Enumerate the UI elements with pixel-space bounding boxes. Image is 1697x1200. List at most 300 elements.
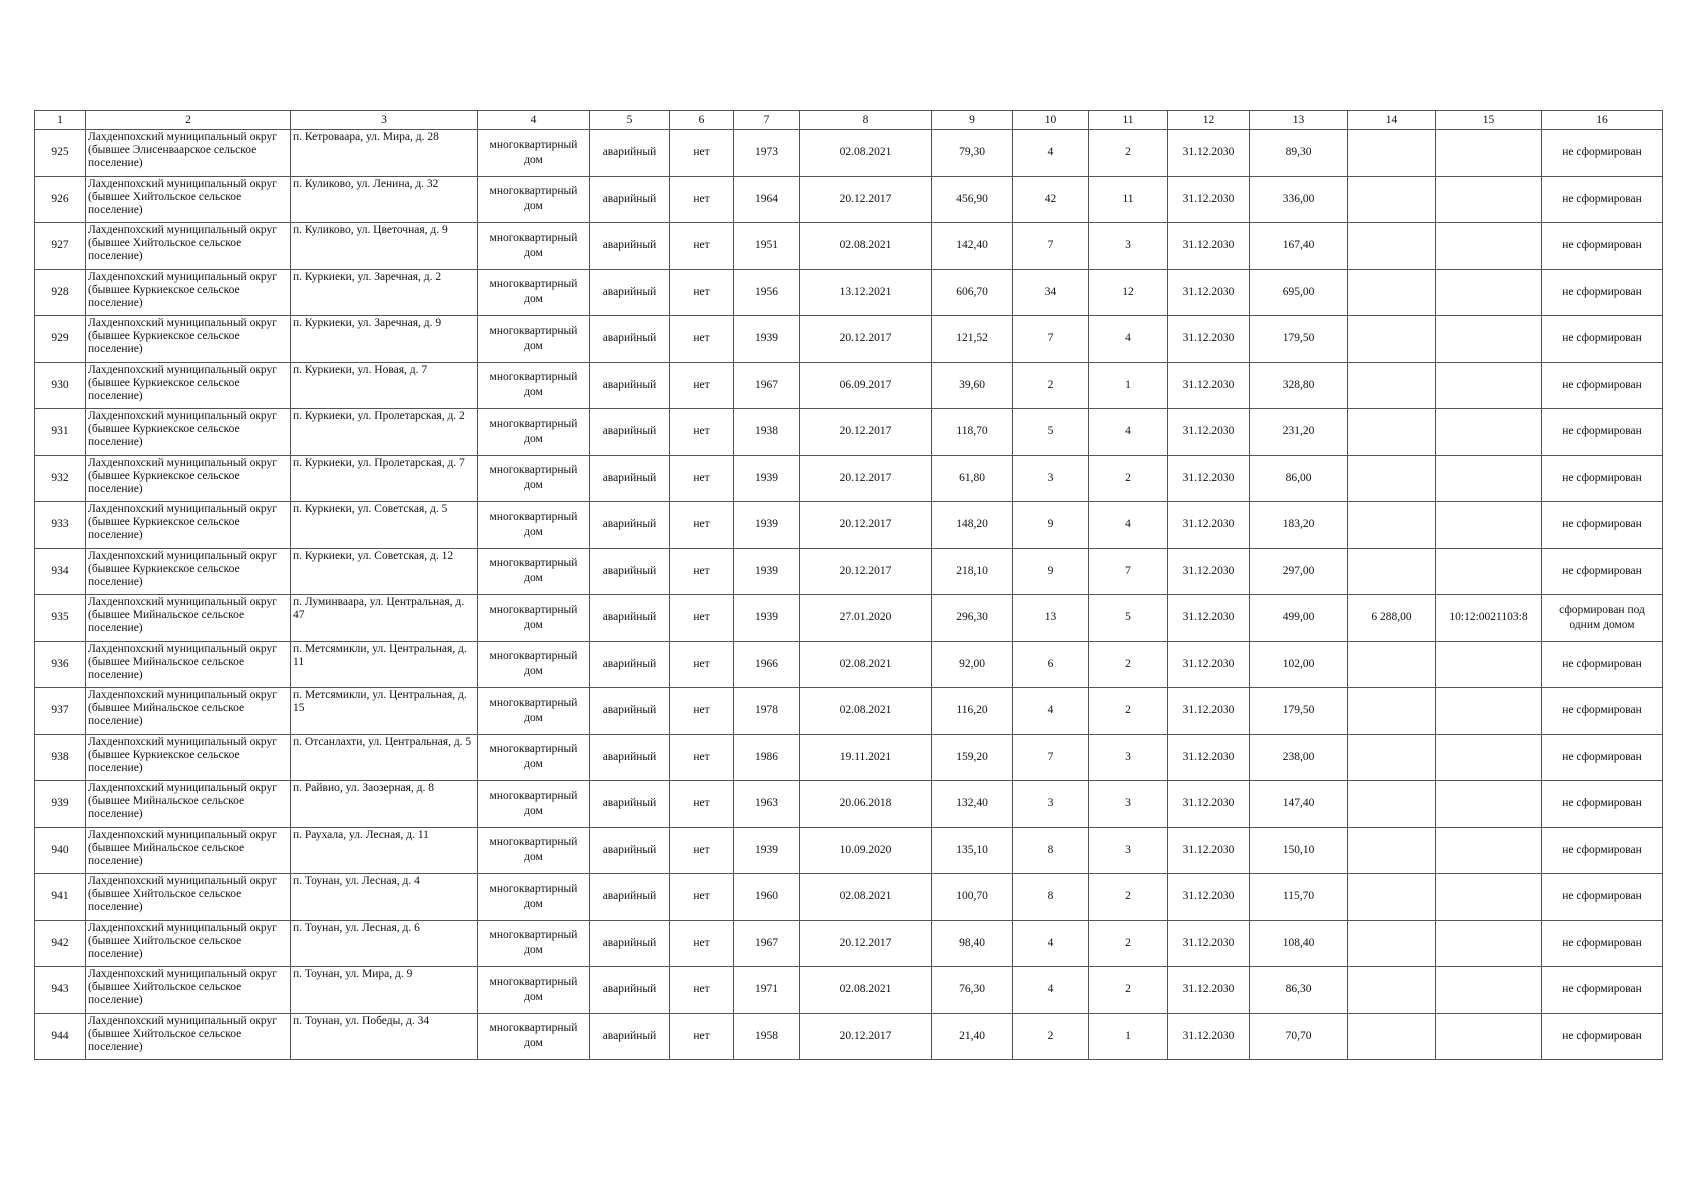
address-cell: п. Куркиеки, ул. Советская, д. 5 [291,502,478,549]
housing-registry-table [34,110,1663,1060]
deadline-cell: 31.12.2030 [1168,1013,1250,1060]
row-number-cell: 934 [35,548,86,595]
status-cell: аварийный [590,130,670,177]
area2-cell: 179,50 [1250,316,1348,363]
municipality-cell: Лахденпохский муниципальный округ (бывшее Мийнальское сельское поселение) [86,827,291,874]
row-number-cell: 933 [35,502,86,549]
flag-cell: нет [670,130,734,177]
date-cell: 20.12.2017 [800,455,932,502]
area2-cell: 297,00 [1250,548,1348,595]
deadline-cell: 31.12.2030 [1168,223,1250,270]
area-cell: 296,30 [932,595,1013,642]
land-status-cell: не сформирован [1542,874,1663,921]
rooms-cell: 7 [1089,548,1168,595]
cadastral-number-cell [1436,269,1542,316]
column-header: 12 [1168,111,1250,130]
date-cell: 13.12.2021 [800,269,932,316]
residents-cell: 13 [1013,595,1089,642]
area2-cell: 147,40 [1250,781,1348,828]
cadastral-number-cell [1436,641,1542,688]
column-header: 6 [670,111,734,130]
table-row [35,269,1663,316]
building-type-cell: многоквартирный дом [478,688,590,735]
rooms-cell: 2 [1089,920,1168,967]
status-cell: аварийный [590,502,670,549]
municipality-cell: Лахденпохский муниципальный округ (бывшее Куркиекское сельское поселение) [86,316,291,363]
deadline-cell: 31.12.2030 [1168,734,1250,781]
cadastral-number-cell [1436,874,1542,921]
area2-cell: 70,70 [1250,1013,1348,1060]
status-cell: аварийный [590,920,670,967]
address-cell: п. Тоунан, ул. Лесная, д. 4 [291,874,478,921]
date-cell: 20.12.2017 [800,176,932,223]
year-built-cell: 1963 [734,781,800,828]
rooms-cell: 3 [1089,827,1168,874]
area-cell: 142,40 [932,223,1013,270]
building-type-cell: многоквартирный дом [478,455,590,502]
building-type-cell: многоквартирный дом [478,781,590,828]
flag-cell: нет [670,874,734,921]
land-status-cell: не сформирован [1542,967,1663,1014]
land-area-cell [1348,688,1436,735]
residents-cell: 7 [1013,316,1089,363]
address-cell: п. Отсанлахти, ул. Центральная, д. 5 [291,734,478,781]
column-number-header-row [35,111,1663,130]
date-cell: 20.06.2018 [800,781,932,828]
date-cell: 20.12.2017 [800,1013,932,1060]
rooms-cell: 4 [1089,316,1168,363]
status-cell: аварийный [590,223,670,270]
table-row [35,316,1663,363]
date-cell: 20.12.2017 [800,920,932,967]
year-built-cell: 1967 [734,920,800,967]
column-header: 15 [1436,111,1542,130]
cadastral-number-cell [1436,781,1542,828]
land-area-cell [1348,502,1436,549]
row-number-cell: 939 [35,781,86,828]
area2-cell: 150,10 [1250,827,1348,874]
address-cell: п. Раухала, ул. Лесная, д. 11 [291,827,478,874]
area2-cell: 86,00 [1250,455,1348,502]
cadastral-number-cell [1436,1013,1542,1060]
residents-cell: 4 [1013,130,1089,177]
land-status-cell: не сформирован [1542,409,1663,456]
land-area-cell [1348,967,1436,1014]
address-cell: п. Куркиеки, ул. Заречная, д. 9 [291,316,478,363]
flag-cell: нет [670,967,734,1014]
cadastral-number-cell [1436,130,1542,177]
deadline-cell: 31.12.2030 [1168,269,1250,316]
table-row [35,176,1663,223]
table-row [35,827,1663,874]
row-number-cell: 938 [35,734,86,781]
rooms-cell: 3 [1089,223,1168,270]
date-cell: 20.12.2017 [800,548,932,595]
building-type-cell: многоквартирный дом [478,734,590,781]
municipality-cell: Лахденпохский муниципальный округ (бывшее Мийнальское сельское поселение) [86,781,291,828]
rooms-cell: 11 [1089,176,1168,223]
rooms-cell: 1 [1089,1013,1168,1060]
row-number-cell: 937 [35,688,86,735]
rooms-cell: 2 [1089,641,1168,688]
area2-cell: 89,30 [1250,130,1348,177]
land-area-cell [1348,734,1436,781]
land-area-cell [1348,920,1436,967]
rooms-cell: 2 [1089,967,1168,1014]
area-cell: 61,80 [932,455,1013,502]
building-type-cell: многоквартирный дом [478,409,590,456]
residents-cell: 3 [1013,781,1089,828]
address-cell: п. Райвио, ул. Заозерная, д. 8 [291,781,478,828]
flag-cell: нет [670,269,734,316]
table-row [35,130,1663,177]
flag-cell: нет [670,641,734,688]
table-row [35,362,1663,409]
table-row [35,595,1663,642]
deadline-cell: 31.12.2030 [1168,455,1250,502]
cadastral-number-cell: 10:12:0021103:8 [1436,595,1542,642]
area2-cell: 695,00 [1250,269,1348,316]
rooms-cell: 3 [1089,734,1168,781]
municipality-cell: Лахденпохский муниципальный округ (бывшее Хийтольское сельское поселение) [86,1013,291,1060]
cadastral-number-cell [1436,827,1542,874]
column-header: 2 [86,111,291,130]
residents-cell: 8 [1013,827,1089,874]
flag-cell: нет [670,1013,734,1060]
land-status-cell: не сформирован [1542,734,1663,781]
row-number-cell: 944 [35,1013,86,1060]
area-cell: 118,70 [932,409,1013,456]
land-area-cell [1348,641,1436,688]
cadastral-number-cell [1436,502,1542,549]
status-cell: аварийный [590,269,670,316]
municipality-cell: Лахденпохский муниципальный округ (бывшее Куркиекское сельское поселение) [86,734,291,781]
address-cell: п. Куликово, ул. Ленина, д. 32 [291,176,478,223]
year-built-cell: 1938 [734,409,800,456]
status-cell: аварийный [590,1013,670,1060]
area2-cell: 183,20 [1250,502,1348,549]
date-cell: 02.08.2021 [800,967,932,1014]
area2-cell: 238,00 [1250,734,1348,781]
municipality-cell: Лахденпохский муниципальный округ (бывшее Мийнальское сельское поселение) [86,595,291,642]
year-built-cell: 1939 [734,455,800,502]
rooms-cell: 4 [1089,502,1168,549]
column-header: 7 [734,111,800,130]
building-type-cell: многоквартирный дом [478,502,590,549]
land-status-cell: не сформирован [1542,455,1663,502]
status-cell: аварийный [590,455,670,502]
deadline-cell: 31.12.2030 [1168,827,1250,874]
area-cell: 100,70 [932,874,1013,921]
row-number-cell: 942 [35,920,86,967]
cadastral-number-cell [1436,967,1542,1014]
year-built-cell: 1951 [734,223,800,270]
deadline-cell: 31.12.2030 [1168,920,1250,967]
area-cell: 148,20 [932,502,1013,549]
area-cell: 98,40 [932,920,1013,967]
status-cell: аварийный [590,827,670,874]
building-type-cell: многоквартирный дом [478,827,590,874]
area-cell: 132,40 [932,781,1013,828]
residents-cell: 5 [1013,409,1089,456]
building-type-cell: многоквартирный дом [478,641,590,688]
residents-cell: 9 [1013,548,1089,595]
row-number-cell: 926 [35,176,86,223]
deadline-cell: 31.12.2030 [1168,362,1250,409]
cadastral-number-cell [1436,455,1542,502]
building-type-cell: многоквартирный дом [478,176,590,223]
year-built-cell: 1960 [734,874,800,921]
date-cell: 27.01.2020 [800,595,932,642]
municipality-cell: Лахденпохский муниципальный округ (бывшее Хийтольское сельское поселение) [86,874,291,921]
address-cell: п. Куркиеки, ул. Новая, д. 7 [291,362,478,409]
year-built-cell: 1956 [734,269,800,316]
table-row [35,1013,1663,1060]
column-header: 5 [590,111,670,130]
land-area-cell [1348,1013,1436,1060]
table-row [35,502,1663,549]
land-area-cell [1348,827,1436,874]
cadastral-number-cell [1436,176,1542,223]
year-built-cell: 1986 [734,734,800,781]
address-cell: п. Куркиеки, ул. Советская, д. 12 [291,548,478,595]
deadline-cell: 31.12.2030 [1168,781,1250,828]
row-number-cell: 925 [35,130,86,177]
deadline-cell: 31.12.2030 [1168,688,1250,735]
deadline-cell: 31.12.2030 [1168,409,1250,456]
land-area-cell [1348,548,1436,595]
flag-cell: нет [670,409,734,456]
flag-cell: нет [670,548,734,595]
flag-cell: нет [670,688,734,735]
area2-cell: 179,50 [1250,688,1348,735]
deadline-cell: 31.12.2030 [1168,502,1250,549]
flag-cell: нет [670,734,734,781]
status-cell: аварийный [590,362,670,409]
row-number-cell: 928 [35,269,86,316]
area-cell: 92,00 [932,641,1013,688]
status-cell: аварийный [590,409,670,456]
rooms-cell: 3 [1089,781,1168,828]
address-cell: п. Куркиеки, ул. Пролетарская, д. 7 [291,455,478,502]
address-cell: п. Куркиеки, ул. Заречная, д. 2 [291,269,478,316]
building-type-cell: многоквартирный дом [478,362,590,409]
residents-cell: 4 [1013,967,1089,1014]
land-status-cell: не сформирован [1542,502,1663,549]
area2-cell: 231,20 [1250,409,1348,456]
area-cell: 79,30 [932,130,1013,177]
column-header: 11 [1089,111,1168,130]
table-row [35,455,1663,502]
area2-cell: 328,80 [1250,362,1348,409]
residents-cell: 9 [1013,502,1089,549]
land-status-cell: не сформирован [1542,781,1663,828]
address-cell: п. Метсямикли, ул. Центральная, д. 15 [291,688,478,735]
address-cell: п. Луминваара, ул. Центральная, д. 47 [291,595,478,642]
table-row [35,548,1663,595]
year-built-cell: 1978 [734,688,800,735]
building-type-cell: многоквартирный дом [478,316,590,363]
land-status-cell: не сформирован [1542,316,1663,363]
municipality-cell: Лахденпохский муниципальный округ (бывшее Хийтольское сельское поселение) [86,920,291,967]
land-status-cell: не сформирован [1542,641,1663,688]
land-area-cell [1348,130,1436,177]
flag-cell: нет [670,595,734,642]
land-area-cell [1348,176,1436,223]
municipality-cell: Лахденпохский муниципальный округ (бывшее Куркиекское сельское поселение) [86,502,291,549]
municipality-cell: Лахденпохский муниципальный округ (бывшее Куркиекское сельское поселение) [86,455,291,502]
municipality-cell: Лахденпохский муниципальный округ (бывшее Куркиекское сельское поселение) [86,548,291,595]
row-number-cell: 929 [35,316,86,363]
year-built-cell: 1958 [734,1013,800,1060]
status-cell: аварийный [590,781,670,828]
municipality-cell: Лахденпохский муниципальный округ (бывшее Хийтольское сельское поселение) [86,176,291,223]
area-cell: 456,90 [932,176,1013,223]
year-built-cell: 1939 [734,595,800,642]
flag-cell: нет [670,223,734,270]
cadastral-number-cell [1436,734,1542,781]
address-cell: п. Тоунан, ул. Мира, д. 9 [291,967,478,1014]
column-header: 13 [1250,111,1348,130]
row-number-cell: 943 [35,967,86,1014]
area2-cell: 115,70 [1250,874,1348,921]
land-area-cell: 6 288,00 [1348,595,1436,642]
flag-cell: нет [670,176,734,223]
year-built-cell: 1939 [734,502,800,549]
column-header: 8 [800,111,932,130]
land-area-cell [1348,269,1436,316]
cadastral-number-cell [1436,223,1542,270]
year-built-cell: 1966 [734,641,800,688]
residents-cell: 6 [1013,641,1089,688]
year-built-cell: 1939 [734,827,800,874]
building-type-cell: многоквартирный дом [478,269,590,316]
deadline-cell: 31.12.2030 [1168,548,1250,595]
date-cell: 06.09.2017 [800,362,932,409]
building-type-cell: многоквартирный дом [478,1013,590,1060]
area-cell: 39,60 [932,362,1013,409]
row-number-cell: 940 [35,827,86,874]
table-body [35,130,1663,1060]
land-area-cell [1348,455,1436,502]
area2-cell: 499,00 [1250,595,1348,642]
area-cell: 76,30 [932,967,1013,1014]
status-cell: аварийный [590,176,670,223]
status-cell: аварийный [590,874,670,921]
deadline-cell: 31.12.2030 [1168,176,1250,223]
status-cell: аварийный [590,316,670,363]
flag-cell: нет [670,502,734,549]
land-status-cell: не сформирован [1542,548,1663,595]
flag-cell: нет [670,781,734,828]
cadastral-number-cell [1436,316,1542,363]
land-area-cell [1348,409,1436,456]
land-area-cell [1348,223,1436,270]
land-area-cell [1348,874,1436,921]
residents-cell: 42 [1013,176,1089,223]
area2-cell: 108,40 [1250,920,1348,967]
flag-cell: нет [670,362,734,409]
table-row [35,781,1663,828]
municipality-cell: Лахденпохский муниципальный округ (бывшее Мийнальское сельское поселение) [86,688,291,735]
table-row [35,734,1663,781]
residents-cell: 8 [1013,874,1089,921]
municipality-cell: Лахденпохский муниципальный округ (бывшее Хийтольское сельское поселение) [86,223,291,270]
area-cell: 21,40 [932,1013,1013,1060]
status-cell: аварийный [590,595,670,642]
land-status-cell: не сформирован [1542,827,1663,874]
rooms-cell: 12 [1089,269,1168,316]
column-header: 14 [1348,111,1436,130]
rooms-cell: 2 [1089,688,1168,735]
deadline-cell: 31.12.2030 [1168,641,1250,688]
residents-cell: 2 [1013,1013,1089,1060]
table-row [35,409,1663,456]
deadline-cell: 31.12.2030 [1168,967,1250,1014]
residents-cell: 3 [1013,455,1089,502]
deadline-cell: 31.12.2030 [1168,316,1250,363]
row-number-cell: 927 [35,223,86,270]
rooms-cell: 2 [1089,874,1168,921]
area-cell: 606,70 [932,269,1013,316]
flag-cell: нет [670,316,734,363]
date-cell: 02.08.2021 [800,688,932,735]
column-header: 4 [478,111,590,130]
rooms-cell: 1 [1089,362,1168,409]
rooms-cell: 2 [1089,455,1168,502]
municipality-cell: Лахденпохский муниципальный округ (бывшее Куркиекское сельское поселение) [86,409,291,456]
cadastral-number-cell [1436,548,1542,595]
area-cell: 159,20 [932,734,1013,781]
address-cell: п. Тоунан, ул. Победы, д. 34 [291,1013,478,1060]
deadline-cell: 31.12.2030 [1168,595,1250,642]
land-status-cell: не сформирован [1542,920,1663,967]
municipality-cell: Лахденпохский муниципальный округ (бывшее Хийтольское сельское поселение) [86,967,291,1014]
area-cell: 116,20 [932,688,1013,735]
land-status-cell: не сформирован [1542,362,1663,409]
land-status-cell: не сформирован [1542,688,1663,735]
cadastral-number-cell [1436,920,1542,967]
residents-cell: 2 [1013,362,1089,409]
date-cell: 20.12.2017 [800,409,932,456]
date-cell: 20.12.2017 [800,316,932,363]
table-row [35,223,1663,270]
date-cell: 02.08.2021 [800,641,932,688]
address-cell: п. Куркиеки, ул. Пролетарская, д. 2 [291,409,478,456]
building-type-cell: многоквартирный дом [478,920,590,967]
year-built-cell: 1939 [734,548,800,595]
year-built-cell: 1973 [734,130,800,177]
flag-cell: нет [670,920,734,967]
municipality-cell: Лахденпохский муниципальный округ (бывшее Куркиекское сельское поселение) [86,269,291,316]
land-status-cell: не сформирован [1542,269,1663,316]
address-cell: п. Тоунан, ул. Лесная, д. 6 [291,920,478,967]
building-type-cell: многоквартирный дом [478,967,590,1014]
building-type-cell: многоквартирный дом [478,548,590,595]
column-header: 1 [35,111,86,130]
row-number-cell: 932 [35,455,86,502]
table-row [35,641,1663,688]
area2-cell: 336,00 [1250,176,1348,223]
cadastral-number-cell [1436,362,1542,409]
rooms-cell: 2 [1089,130,1168,177]
row-number-cell: 936 [35,641,86,688]
column-header: 16 [1542,111,1663,130]
building-type-cell: многоквартирный дом [478,223,590,270]
rooms-cell: 4 [1089,409,1168,456]
date-cell: 02.08.2021 [800,223,932,270]
year-built-cell: 1971 [734,967,800,1014]
